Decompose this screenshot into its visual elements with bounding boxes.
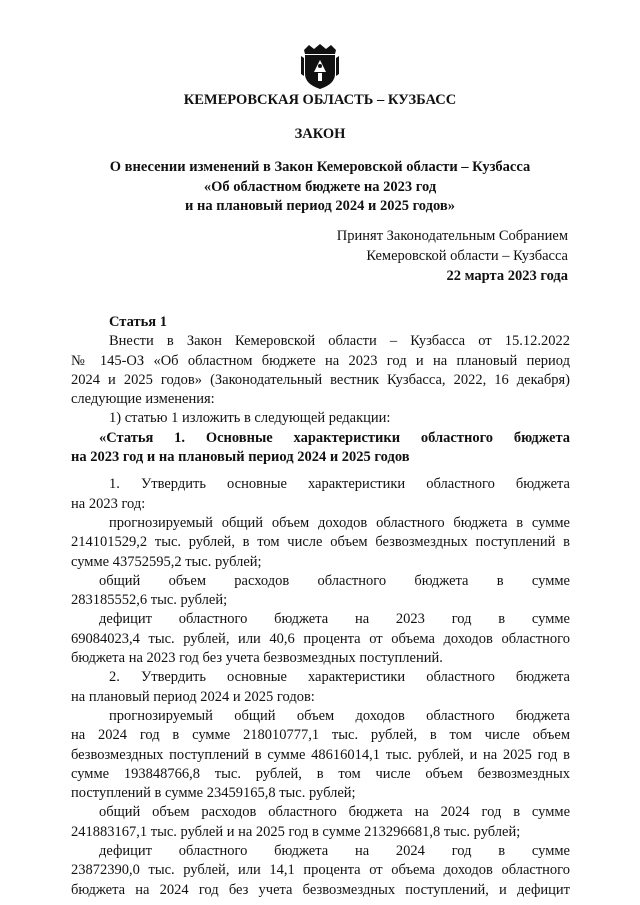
text-line: бюджета на 2023 год без учета безвозмездных поступлений. [71, 650, 443, 667]
text-line: дефицит областного бюджета на 2023 год в сумме [99, 611, 570, 628]
text-line: Внести в Закон Кемеровской области – Кузбасса от 15.12.2022 [109, 333, 570, 350]
text-line: сумме 193848766,8 тыс. рублей, в том числе объем безвозмездных [71, 765, 570, 782]
text-line: 69084023,4 тыс. рублей, или 40,6 процента от объема доходов областного [71, 630, 570, 647]
text-line: бюджета на 2024 год без учета безвозмездных поступлений, и дефицит [71, 881, 570, 898]
text-line: 283185552,6 тыс. рублей; [71, 592, 228, 609]
article-body [71, 313, 570, 900]
doc-type: ЗАКОН [294, 126, 346, 142]
text-line: безвозмездных поступлений в сумме 48616014,1 тыс. рублей, и на 2025 год в [71, 746, 570, 763]
text-line: 2024 и 2025 годов» (Законодательный вестник Кузбасса, 2022, 16 декабря) [71, 371, 570, 388]
text-line: 1. Утвердить основные характеристики областного бюджета [109, 476, 570, 493]
text-line: № 145-ОЗ «Об областном бюджете на 2023 год и на плановый период [71, 352, 570, 369]
text-line: 1) статью 1 изложить в следующей редакции: [109, 410, 391, 427]
text-line: общий объем расходов областного бюджета на 2024 год в сумме [99, 804, 570, 821]
quote-line: на 2023 год и на плановый период 2024 и 2025 годов [71, 449, 410, 466]
text-line: поступлений в сумме 23459165,8 тыс. рублей; [71, 785, 356, 802]
text-line: прогнозируемый общий объем доходов областного бюджета в сумме [109, 514, 570, 531]
adoption-date: 22 марта 2023 года [446, 268, 568, 284]
text-line: на 2023 год: [71, 495, 146, 512]
kuzbass-coat-of-arms-icon [298, 42, 342, 90]
text-line: дефицит областного бюджета на 2024 год в сумме [99, 843, 570, 860]
adoption-block [337, 226, 568, 286]
text-line: 2. Утвердить основные характеристики областного бюджета [109, 669, 570, 686]
adoption-line: Кемеровской области – Кузбасса [366, 248, 568, 264]
text-line: 214101529,2 тыс. рублей, в том числе объем безвозмездных поступлений в [71, 534, 570, 551]
text-line: на плановый период 2024 и 2025 годов: [71, 688, 315, 705]
quote-line: «Статья 1. Основные характеристики областного бюджета [99, 429, 570, 446]
law-title [70, 158, 570, 217]
text-line: 241883167,1 тыс. рублей и на 2025 год в сумме 213296681,8 тыс. рублей; [71, 823, 521, 840]
text-line: следующие изменения: [71, 391, 215, 408]
text-line: сумме 43752595,2 тыс. рублей; [71, 553, 262, 570]
article-heading: Статья 1 [109, 314, 167, 330]
text-line: на 2024 год в сумме 218010777,1 тыс. рублей, в том числе объем [71, 727, 570, 744]
adoption-line: Принят Законодательным Собранием [336, 228, 568, 244]
text-line: общий объем расходов областного бюджета в сумме [99, 572, 570, 589]
law-title-line: «Об областном бюджете на 2023 год [203, 178, 437, 195]
region-title: КЕМЕРОВСКАЯ ОБЛАСТЬ – КУЗБАСС [183, 92, 457, 108]
law-title-line: и на плановый период 2024 и 2025 годов» [185, 198, 455, 214]
text-line: 23872390,0 тыс. рублей, или 14,1 процента от объема доходов областного [71, 862, 570, 879]
law-title-line: О внесении изменений в Закон Кемеровской области – Кузбасса [109, 159, 531, 175]
text-line: прогнозируемый общий объем доходов областного бюджета [109, 707, 570, 724]
